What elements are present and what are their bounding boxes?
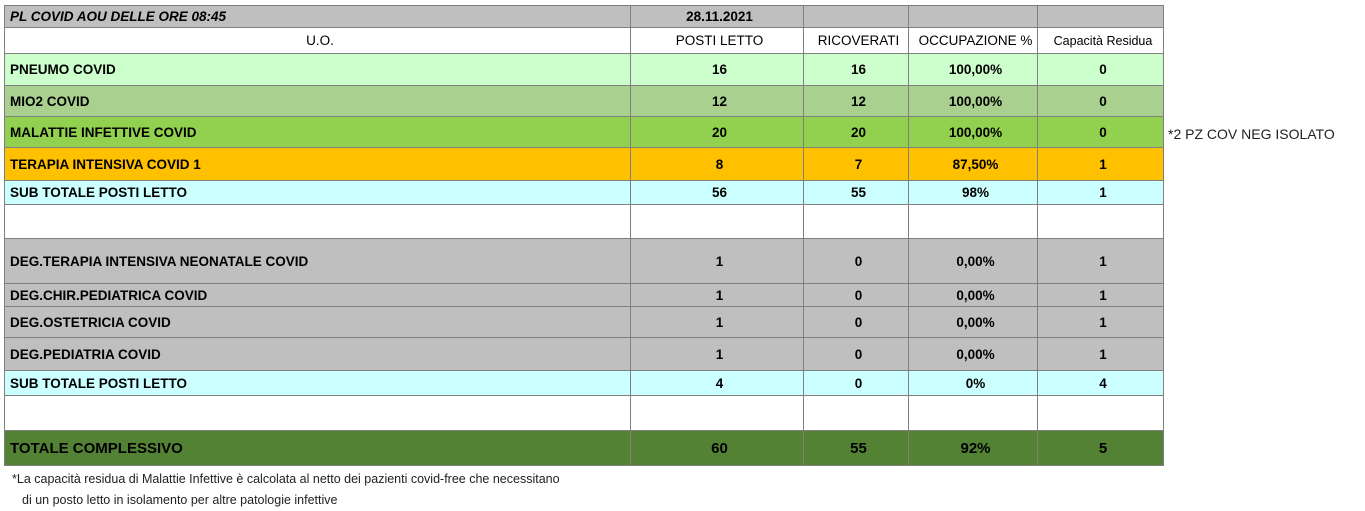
cell-posti-letto: [631, 396, 804, 431]
cell-occupazione: 100,00%: [909, 117, 1038, 148]
cell-posti-letto: 60: [631, 431, 804, 466]
cell-occupazione: 100,00%: [909, 54, 1038, 86]
cell-uo: TOTALE COMPLESSIVO: [5, 431, 631, 466]
table-row: [5, 54, 1164, 86]
cell-occupazione: 87,50%: [909, 148, 1038, 181]
covid-beds-table: [4, 5, 1164, 466]
table-row: [5, 396, 1164, 431]
column-header-uo: U.O.: [5, 28, 631, 54]
report-date: 28.11.2021: [631, 6, 804, 28]
cell-uo: PNEUMO COVID: [5, 54, 631, 86]
cell-occupazione: 92%: [909, 431, 1038, 466]
column-header-posti-letto: POSTI LETTO: [631, 28, 804, 54]
cell-occupazione: 0%: [909, 371, 1038, 396]
cell-posti-letto: [631, 205, 804, 239]
cell-uo: MIO2 COVID: [5, 86, 631, 117]
cell-capacita-residua: 0: [1038, 86, 1164, 117]
cell-ricoverati: 20: [804, 117, 909, 148]
cell-uo: [5, 205, 631, 239]
report-title: PL COVID AOU DELLE ORE 08:45: [5, 6, 631, 28]
header-row: [5, 6, 1164, 28]
cell-ricoverati: 0: [804, 284, 909, 307]
table-row: [5, 307, 1164, 338]
column-header-occupazione: OCCUPAZIONE %: [909, 28, 1038, 54]
cell-ricoverati: 0: [804, 239, 909, 284]
cell-posti-letto: 1: [631, 307, 804, 338]
cell-capacita-residua: 0: [1038, 54, 1164, 86]
column-header-row: [5, 28, 1164, 54]
table-row: [5, 284, 1164, 307]
cell-ricoverati: 0: [804, 338, 909, 371]
header-empty-cell: [804, 6, 909, 28]
cell-capacita-residua: 4: [1038, 371, 1164, 396]
cell-capacita-residua: 1: [1038, 338, 1164, 371]
cell-uo: DEG.PEDIATRIA COVID: [5, 338, 631, 371]
cell-ricoverati: [804, 396, 909, 431]
cell-capacita-residua: 5: [1038, 431, 1164, 466]
cell-occupazione: [909, 205, 1038, 239]
cell-ricoverati: 55: [804, 431, 909, 466]
cell-posti-letto: 4: [631, 371, 804, 396]
cell-uo: SUB TOTALE POSTI LETTO: [5, 181, 631, 205]
cell-posti-letto: 20: [631, 117, 804, 148]
cell-posti-letto: 56: [631, 181, 804, 205]
cell-uo: DEG.OSTETRICIA COVID: [5, 307, 631, 338]
table-row: [5, 148, 1164, 181]
cell-ricoverati: [804, 205, 909, 239]
cell-uo: [5, 396, 631, 431]
cell-uo: DEG.CHIR.PEDIATRICA COVID: [5, 284, 631, 307]
cell-ricoverati: 0: [804, 307, 909, 338]
cell-capacita-residua: [1038, 205, 1164, 239]
cell-occupazione: 98%: [909, 181, 1038, 205]
cell-occupazione: 0,00%: [909, 239, 1038, 284]
table-row: [5, 181, 1164, 205]
cell-uo: TERAPIA INTENSIVA COVID 1: [5, 148, 631, 181]
cell-uo: DEG.TERAPIA INTENSIVA NEONATALE COVID: [5, 239, 631, 284]
cell-ricoverati: 55: [804, 181, 909, 205]
cell-ricoverati: 7: [804, 148, 909, 181]
cell-posti-letto: 1: [631, 338, 804, 371]
cell-ricoverati: 12: [804, 86, 909, 117]
column-header-capacita-residua: Capacità Residua: [1038, 28, 1164, 54]
cell-uo: MALATTIE INFETTIVE COVID: [5, 117, 631, 148]
footnote-line-2: di un posto letto in isolamento per altre patologie infettive: [22, 493, 338, 507]
table-row: [5, 338, 1164, 371]
cell-capacita-residua: 0: [1038, 117, 1164, 148]
table-row: [5, 239, 1164, 284]
cell-occupazione: 0,00%: [909, 338, 1038, 371]
cell-posti-letto: 8: [631, 148, 804, 181]
footnote-line-1: *La capacità residua di Malattie Infettive è calcolata al netto dei pazienti covid-free che necessitano: [12, 472, 560, 486]
cell-capacita-residua: 1: [1038, 181, 1164, 205]
cell-posti-letto: 1: [631, 284, 804, 307]
header-empty-cell: [909, 6, 1038, 28]
cell-uo: SUB TOTALE POSTI LETTO: [5, 371, 631, 396]
column-header-ricoverati: RICOVERATI: [804, 28, 909, 54]
cell-occupazione: [909, 396, 1038, 431]
cell-occupazione: 100,00%: [909, 86, 1038, 117]
table-row: [5, 86, 1164, 117]
cell-posti-letto: 1: [631, 239, 804, 284]
cell-capacita-residua: 1: [1038, 284, 1164, 307]
table-row: [5, 371, 1164, 396]
cell-posti-letto: 12: [631, 86, 804, 117]
cell-capacita-residua: 1: [1038, 148, 1164, 181]
header-empty-cell: [1038, 6, 1164, 28]
cell-capacita-residua: 1: [1038, 239, 1164, 284]
table-row: [5, 117, 1164, 148]
cell-capacita-residua: [1038, 396, 1164, 431]
cell-occupazione: 0,00%: [909, 284, 1038, 307]
cell-occupazione: 0,00%: [909, 307, 1038, 338]
table-row: [5, 205, 1164, 239]
cell-ricoverati: 0: [804, 371, 909, 396]
cell-ricoverati: 16: [804, 54, 909, 86]
cell-posti-letto: 16: [631, 54, 804, 86]
isolation-note: *2 PZ COV NEG ISOLATO: [1168, 126, 1335, 142]
total-row: [5, 431, 1164, 466]
cell-capacita-residua: 1: [1038, 307, 1164, 338]
